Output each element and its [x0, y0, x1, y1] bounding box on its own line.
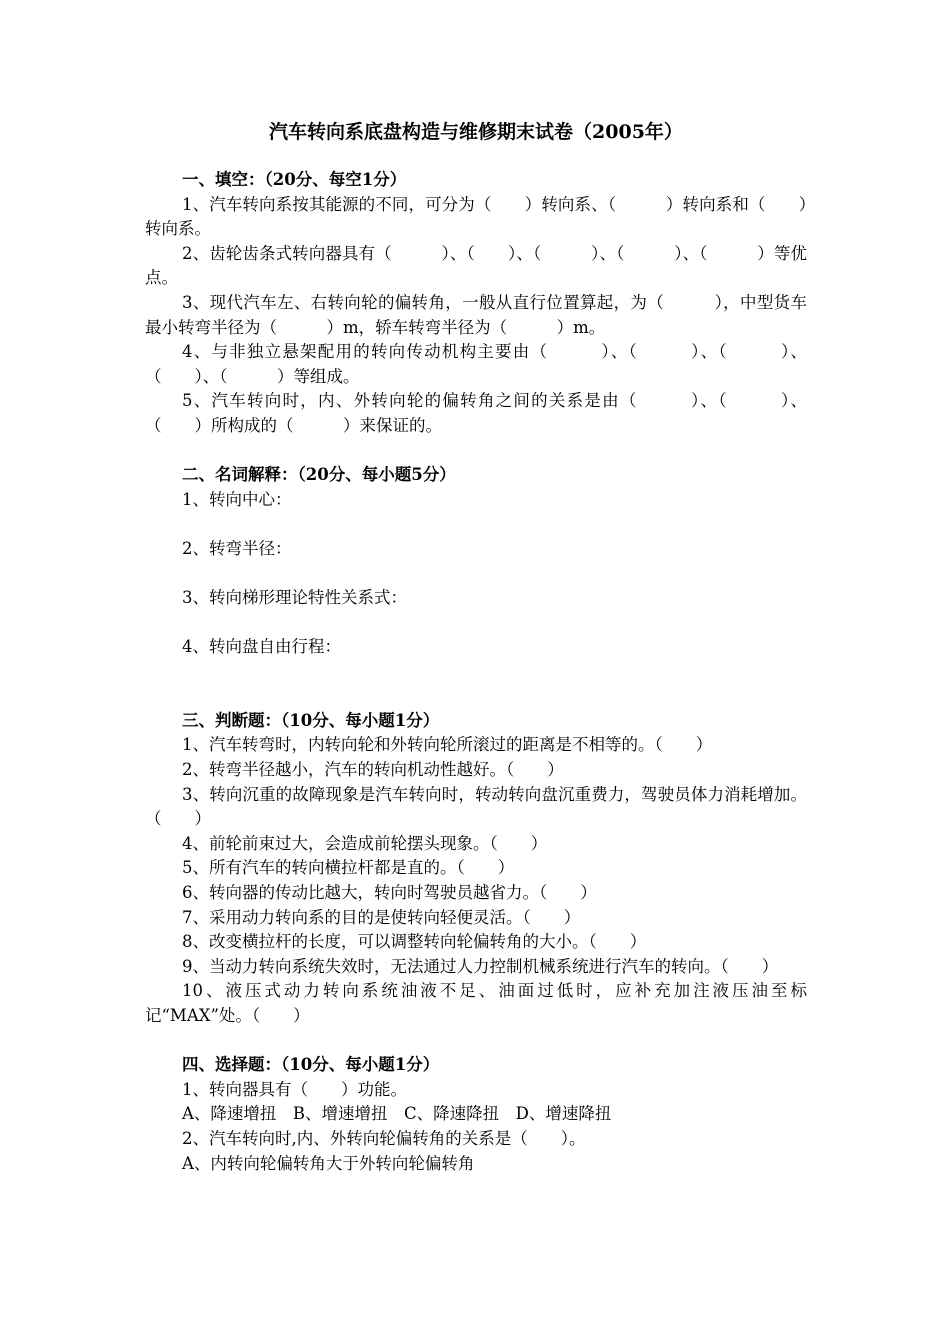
answer-space	[145, 562, 807, 587]
question-item: 3、现代汽车左、右转向轮的偏转角，一般从直行位置算起，为（ ），中型货车最小转弯半径为（ ）m，轿车转弯半径为（ ）m。	[145, 292, 807, 337]
question-item: 4、前轮前束过大，会造成前轮摆头现象。（ ）	[182, 833, 548, 853]
question-item: 3、转向沉重的故障现象是汽车转向时，转动转向盘沉重费力，驾驶员体力消耗增加。（ ）	[145, 784, 807, 829]
section-heading-true-false: 三、判断题：（10分、每小题1分）	[182, 710, 440, 730]
question-item: 1、转向中心：	[182, 489, 292, 509]
answer-space	[145, 512, 807, 537]
question-item: 1、转向器具有（ ）功能。	[182, 1079, 407, 1099]
question-item: 9、当动力转向系统失效时，无法通过人力控制机械系统进行汽车的转向。（ ）	[182, 956, 779, 976]
section-heading-multiple-choice: 四、选择题：（10分、每小题1分）	[182, 1055, 440, 1075]
spacer	[145, 439, 807, 464]
answer-options: A、降速增扭 B、增速增扭 C、降速降扭 D、增速降扭	[182, 1104, 612, 1124]
question-item: 3、转向梯形理论特性关系式：	[182, 588, 407, 608]
page-title: 汽车转向系底盘构造与维修期末试卷（2005年）	[269, 121, 683, 143]
question-item: 2、转弯半径越小，汽车的转向机动性越好。（ ）	[182, 760, 564, 780]
answer-option: A、内转向轮偏转角大于外转向轮偏转角	[182, 1153, 475, 1173]
exam-page	[145, 118, 807, 1176]
question-item: 2、汽车转向时,内、外转向轮偏转角的关系是（ ）。	[182, 1128, 586, 1148]
question-item: 4、与非独立悬架配用的转向传动机构主要由（ ）、（ ）、（ ）、（ ）、（ ）等组成。	[145, 342, 807, 386]
question-item: 7、采用动力转向系的目的是使转向轻便灵活。（ ）	[182, 907, 581, 927]
question-item: 2、转弯半径：	[182, 538, 292, 558]
question-item: 2、齿轮齿条式转向器具有（ ）、（ ）、（ ）、（ ）、（ ）等优点。	[145, 243, 807, 288]
question-item: 4、转向盘自由行程：	[182, 637, 341, 657]
question-item: 5、汽车转向时，内、外转向轮的偏转角之间的关系是由（ ）、（ ）、（ ）所构成的（ ）来保证的。	[145, 391, 807, 435]
question-item: 6、转向器的传动比越大，转向时驾驶员越省力。（ ）	[182, 883, 597, 903]
section-heading-fill-blank: 一、填空：（20分、每空1分）	[182, 170, 407, 189]
answer-space	[145, 611, 807, 636]
spacer	[145, 660, 807, 709]
question-item: 1、汽车转向系按其能源的不同，可分为（ ）转向系、（ ）转向系和（ ）转向系。	[145, 194, 807, 239]
question-item: 1、汽车转弯时，内转向轮和外转向轮所滚过的距离是不相等的。（ ）	[182, 735, 713, 755]
spacer	[145, 1029, 807, 1054]
question-item: 5、所有汽车的转向横拉杆都是直的。（ ）	[182, 858, 515, 878]
question-item: 8、改变横拉杆的长度，可以调整转向轮偏转角的大小。（ ）	[182, 932, 647, 952]
question-item: 10、液压式动力转向系统油液不足、油面过低时，应补充加注液压油至标记“MAX”处。（ ）	[145, 981, 807, 1025]
section-heading-definitions: 二、名词解释：（20分、每小题5分）	[182, 465, 456, 485]
